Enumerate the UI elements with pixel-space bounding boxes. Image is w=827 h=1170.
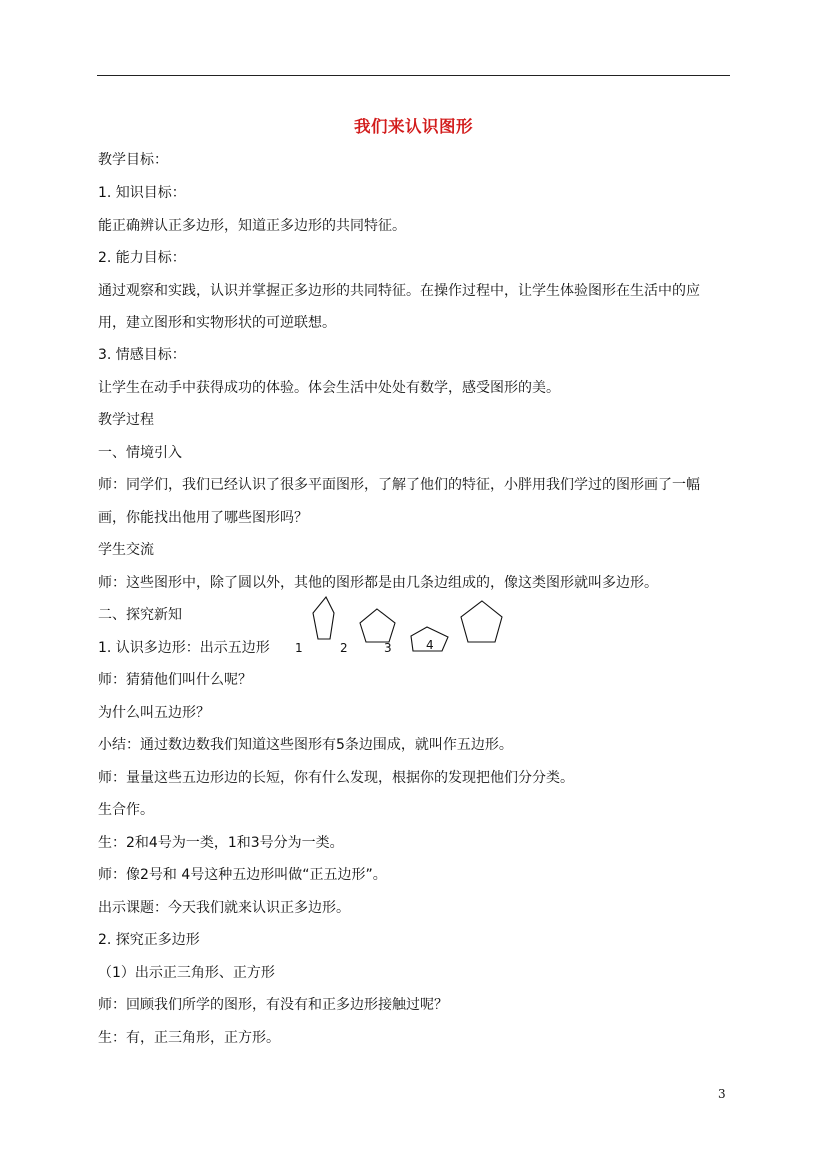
text-line: 生：2和4号为一类，1和3号分为一类。 [98,835,344,851]
text-line: 为什么叫五边形？ [98,705,210,721]
text-line: 画，你能找出他用了哪些图形吗？ [98,510,308,526]
text-line: （1）出示正三角形、正方形 [98,965,275,981]
figure-label-4: 4 [426,638,434,652]
text-line: 学生交流 [98,542,154,558]
text-line: 一、情境引入 [98,445,182,461]
text-line: 小结：通过数边数我们知道这些图形有5条边围成，就叫作五边形。 [98,737,513,753]
text-line: 教学目标： [98,152,168,168]
text-line: 让学生在动手中获得成功的体验。体会生活中处处有数学，感受图形的美。 [98,380,560,396]
text-line: 3. 情感目标： [98,347,186,363]
text-line: 师：像2号和 4号这种五边形叫做“正五边形”。 [98,867,387,883]
pentagon-figures [280,596,520,660]
figure-label-1: 1 [295,641,303,655]
text-line: 2. 能力目标： [98,250,186,266]
text-line: 能正确辨认正多边形，知道正多边形的共同特征。 [98,218,406,234]
text-line: 教学过程 [98,412,154,428]
text-line: 师：猜猜他们叫什么呢？ [98,672,252,688]
text-line: 出示课题：今天我们就来认识正多边形。 [98,900,350,916]
text-line: 生：有，正三角形，正方形。 [98,1030,280,1046]
header-rule [97,75,730,76]
text-line: 师：回顾我们所学的图形，有没有和正多边形接触过呢？ [98,997,448,1013]
text-line: 通过观察和实践，认识并掌握正多边形的共同特征。在操作过程中，让学生体验图形在生活中的应 [98,283,700,299]
page-title: 我们来认识图形 [354,117,473,136]
pentagon-4 [461,601,502,642]
text-line: 二、探究新知 [98,607,182,623]
pentagon-2 [360,609,395,642]
page-number: 3 [718,1087,726,1101]
figure-label-3: 3 [384,641,392,655]
text-line: 生合作。 [98,802,154,818]
text-line: 用，建立图形和实物形状的可逆联想。 [98,315,336,331]
figure-label-2: 2 [340,641,348,655]
pentagon-1 [313,597,334,639]
text-line: 师：同学们，我们已经认识了很多平面图形，了解了他们的特征，小胖用我们学过的图形画了一幅 [98,477,700,493]
text-line: 师：量量这些五边形边的长短，你有什么发现，根据你的发现把他们分分类。 [98,770,574,786]
text-line: 1. 知识目标： [98,185,186,201]
text-line: 师：这些图形中，除了圆以外，其他的图形都是由几条边组成的，像这类图形就叫多边形。 [98,575,658,591]
text-line: 1. 认识多边形：出示五边形 [98,640,270,656]
text-line: 2. 探究正多边形 [98,932,200,948]
